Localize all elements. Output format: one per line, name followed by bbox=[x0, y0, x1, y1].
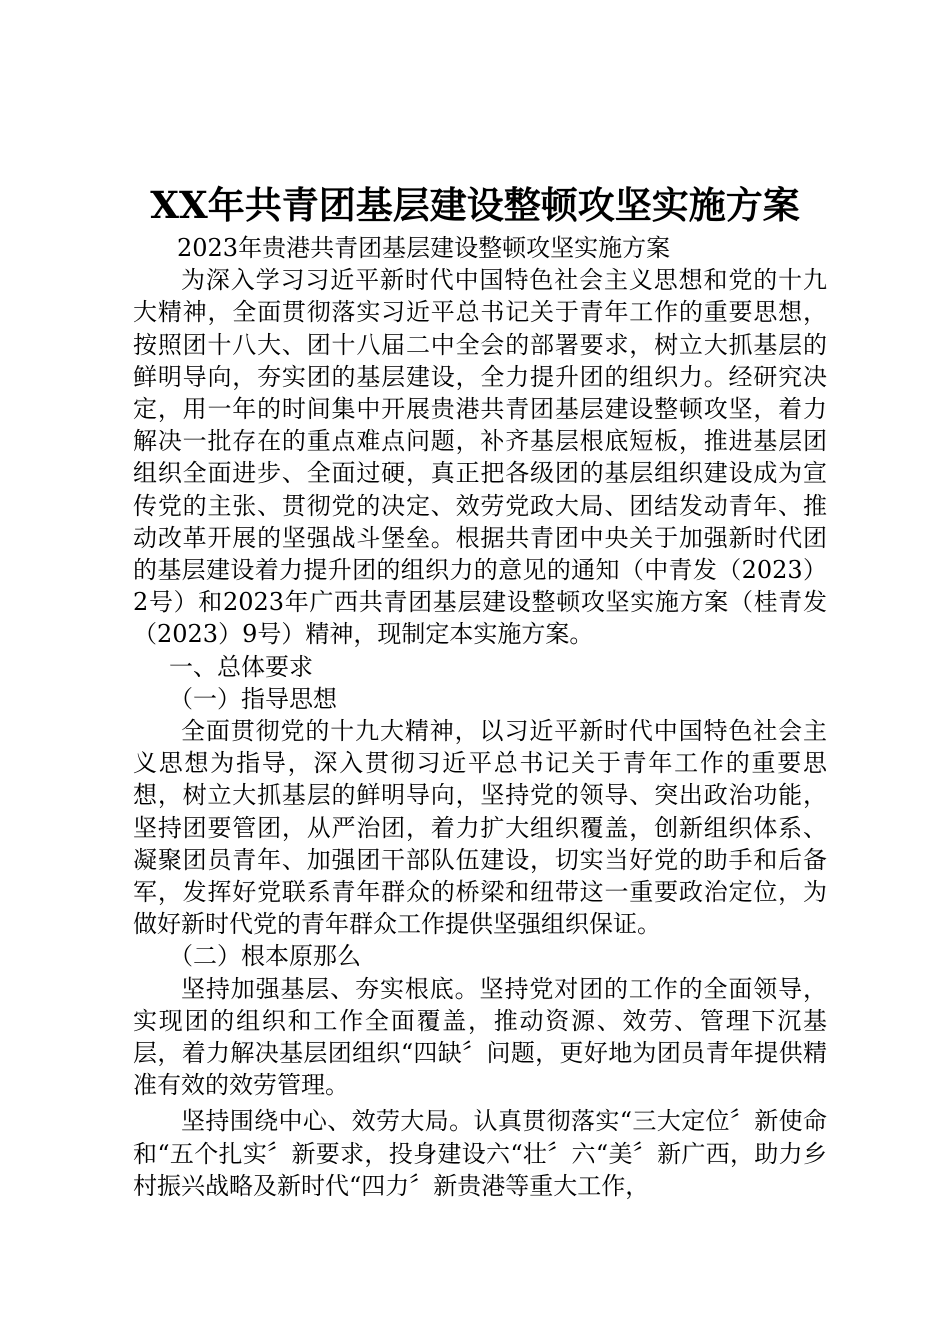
principle-paragraph-2: 坚持围绕中心、效劳大局。认真贯彻落实“三大定位〞新使命和“五个扎实〞新要求，投身建设六“壮〞六“美〞新广西，助力乡村振兴战略及新时代“四力〞新贵港等重大工作， bbox=[133, 1107, 827, 1200]
document-body bbox=[133, 232, 827, 1202]
intro-paragraph: 为深入学习习近平新时代中国特色社会主义思想和党的十九大精神，全面贯彻落实习近平总书记关于青年工作的重要思想，按照团十八大、团十八届二中全会的部署要求，树立大抓基层的鲜明导向，夯实团的基层建设，全力提升团的组织力。经研究决定，用一年的时间集中开展贵港共青团基层建设整顿攻坚，着力解决一批存在的重点难点问题，补齐基层根底短板，推进基层团组织全面进步、全面过硬，真正把各级团的基层组织建设成为宣传党的主张、贯彻党的决定、效劳党政大局、团结发动青年、推动改革开展的坚强战斗堡垒。根据共青团中央关于加强新时代团的基层建设着力提升团的组织力的意见的通知（中青发（2023）2号）和2023年广西共青团基层建设整顿攻坚实施方案（桂青发（2023）9号）精神，现制定本实施方案。 bbox=[133, 266, 827, 649]
section-heading-overall-requirements: 一、总体要求 bbox=[169, 652, 313, 681]
document-title: XX年共青团基层建设整顿攻坚实施方案 bbox=[150, 183, 800, 227]
subsection-heading-basic-principles: （二）根本原那么 bbox=[169, 942, 361, 971]
document-subtitle: 2023年贵港共青团基层建设整顿攻坚实施方案 bbox=[177, 234, 671, 262]
guiding-ideology-paragraph: 全面贯彻党的十九大精神，以习近平新时代中国特色社会主义思想为指导，深入贯彻习近平总书记关于青年工作的重要思想，树立大抓基层的鲜明导向，坚持党的领导、突出政治功能，坚持团要管团，从严治团，着力扩大组织覆盖，创新组织体系、凝聚团员青年、加强团干部队伍建设，切实当好党的助手和后备军，发挥好党联系青年群众的桥梁和纽带这一重要政治定位，为做好新时代党的青年群众工作提供坚强组织保证。 bbox=[133, 717, 827, 939]
principle-paragraph-1: 坚持加强基层、夯实根底。坚持党对团的工作的全面领导，实现团的组织和工作全面覆盖，推动资源、效劳、管理下沉基层，着力解决基层团组织“四缺〞问题，更好地为团员青年提供精准有效的效劳管理。 bbox=[133, 974, 827, 1100]
subsection-heading-guiding-ideology: （一）指导思想 bbox=[169, 684, 337, 713]
